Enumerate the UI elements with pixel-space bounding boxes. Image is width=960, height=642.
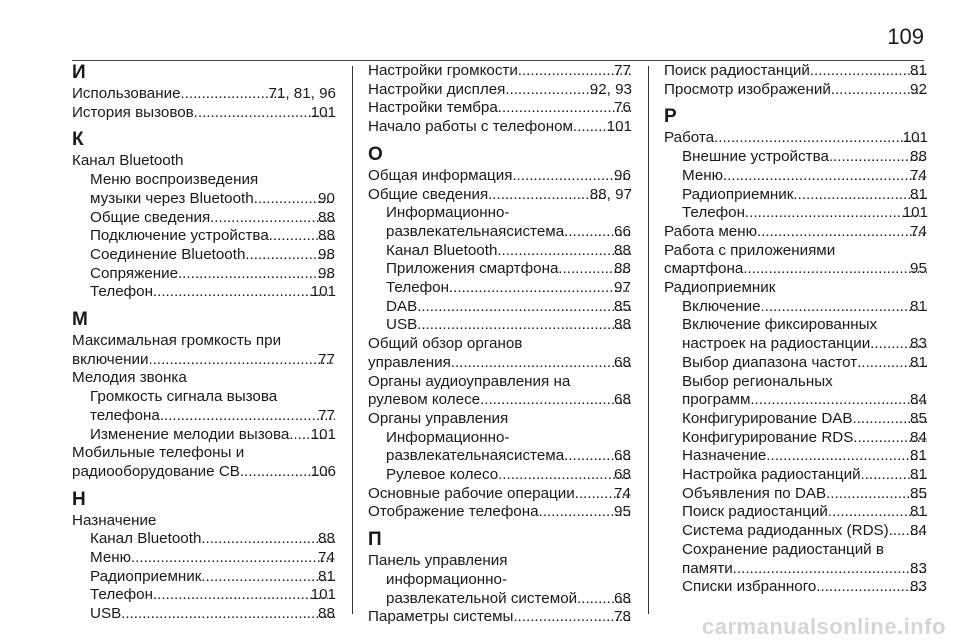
index-page-ref[interactable]: 88, 97	[589, 185, 632, 203]
index-entry-text: Информационно-	[386, 428, 510, 446]
index-entry: Радиоприемник ..... 81	[664, 186, 928, 205]
dot-leader	[767, 447, 927, 466]
index-page-ref[interactable]: 101	[902, 129, 928, 147]
index-entry: Выбор региональных программ ..... 84	[664, 373, 928, 410]
index-entry: Информационно- развлекательнаясистема ..... 68	[368, 429, 632, 466]
index-entry: USB ..... 88	[72, 605, 336, 624]
index-entry-text: Настройки тембра	[368, 99, 498, 117]
dot-leader	[452, 354, 631, 373]
dot-leader	[211, 209, 335, 228]
index-entry: Меню ..... 74	[664, 167, 928, 186]
index-entry	[664, 204, 928, 223]
index-entry	[72, 283, 336, 302]
index-entry-text: Телефон	[90, 283, 154, 301]
index-entry: Настройки громкости ..... 77	[368, 62, 632, 81]
index-entry-text: USB	[386, 316, 418, 334]
index-entry: Конфигурирование RDS ..... 84	[664, 429, 928, 448]
index-entry-text: Телефон	[90, 586, 154, 604]
index-entry: Общий обзор органов управления ..... 68	[368, 335, 632, 372]
dot-leader	[499, 466, 631, 485]
dot-leader	[746, 204, 920, 223]
index-entry	[72, 152, 336, 171]
dot-leader	[481, 391, 631, 410]
index-entry: Меню воспроизведения музыки через Bluetooth ..... 90	[72, 171, 336, 208]
index-entry-text: управления	[368, 353, 451, 371]
index-entry-text: Панель управления	[368, 552, 508, 570]
index-entry-text: Настройка радиостанций	[682, 466, 861, 484]
index-entry-text: Канал Bluetooth	[72, 152, 184, 170]
page-number: 109	[887, 24, 924, 49]
index-entry-text: Мобильные телефоны и	[72, 444, 245, 462]
index-entry: Рулевое колесо ..... 68	[368, 466, 632, 485]
dot-leader	[744, 260, 927, 279]
index-entry: Сохранение радиостанций в памяти ..... 83	[664, 541, 928, 578]
index-entry-text: развлекательной системой	[386, 589, 578, 607]
index-entry-text: Громкость сигнала вызова	[90, 388, 278, 406]
index-entry: Максимальная громкость при включении ..... 77	[72, 332, 336, 369]
index-entry-text: Мелодия звонка	[72, 369, 187, 387]
index-entry: Настройки тембра ..... 76	[368, 99, 632, 118]
index-entry-text: Списки избранного	[682, 578, 817, 596]
dot-leader	[498, 242, 631, 261]
dot-leader	[724, 167, 927, 186]
index-letter-heading: К	[72, 129, 84, 151]
index-entry-text: развлекательнаясистема	[386, 222, 565, 240]
index-entry	[72, 85, 336, 104]
index-entry-text: Радиоприемник	[90, 567, 202, 585]
index-entry-text: Меню воспроизведения	[90, 171, 259, 189]
dot-leader	[202, 530, 335, 549]
index-entry	[72, 512, 336, 531]
index-entry: Включение ..... 81	[664, 298, 928, 317]
index-entry: Радиоприемник ..... 81	[72, 568, 336, 587]
index-entry	[368, 118, 632, 137]
index-letter-heading: О	[368, 143, 383, 165]
index-entry-text: Радиоприемник	[664, 279, 776, 297]
index-page-ref[interactable]: 101	[310, 283, 336, 301]
index-entry	[368, 81, 632, 100]
index-entry-text: Основные рабочие операции	[368, 484, 575, 502]
index-entry: Соединение Bluetooth ..... 98	[72, 246, 336, 265]
dot-leader	[122, 605, 335, 624]
index-letter-heading: Р	[664, 106, 677, 128]
index-entry	[664, 279, 928, 298]
dot-leader	[418, 298, 631, 317]
index-entry-text: Рулевое колесо	[386, 466, 499, 484]
index-entry: Списки избранного ..... 83	[664, 578, 928, 597]
column-divider	[648, 66, 649, 614]
index-entry	[72, 104, 336, 123]
index-page-ref[interactable]: 106	[310, 462, 336, 480]
index-entry-text: Канал Bluetooth	[90, 530, 202, 548]
dot-leader	[751, 391, 927, 410]
index-entry-text: Поиск радиостанций	[664, 62, 810, 79]
dot-leader	[161, 407, 335, 426]
index-entry-text: Назначение	[682, 447, 767, 465]
index-column-1	[72, 62, 336, 624]
index-page-ref[interactable]: 92, 93	[589, 80, 632, 98]
index-entry	[72, 586, 336, 605]
index-entry-text: Сопряжение	[90, 264, 179, 282]
index-entry: Общие сведения ..... 88	[72, 209, 336, 228]
index-entry-text: Параметры системы	[368, 608, 514, 626]
index-entry: Конфигурирование DAB ..... 85	[664, 410, 928, 429]
index-page-ref[interactable]: 101	[902, 204, 928, 222]
index-entry-text: Общий обзор органов	[368, 335, 523, 353]
index-entry	[664, 129, 928, 148]
index-entry: Настройка радиостанций ..... 81	[664, 466, 928, 485]
index-entry-text: Соединение Bluetooth	[90, 245, 246, 263]
index-entry-text: информационно-	[386, 570, 508, 588]
dot-leader	[195, 104, 328, 123]
index-entry-text: Работа меню	[664, 222, 758, 240]
index-entry-text: Система радиоданных (RDS)	[682, 522, 889, 540]
index-entry-text: Включение	[682, 297, 761, 315]
index-entry-text: Выбор региональных	[682, 372, 833, 390]
index-entry: DAB ..... 85	[368, 298, 632, 317]
index-entry-text: Поиск радиостанций	[682, 503, 828, 521]
index-entry: Параметры системы ..... 78	[368, 608, 632, 627]
index-entry-text: Объявления по DAB	[682, 484, 827, 502]
dot-leader	[715, 129, 920, 148]
index-entry: Выбор диапазона частот ..... 81	[664, 354, 928, 373]
dot-leader	[762, 298, 927, 317]
index-entry	[368, 410, 632, 429]
index-entry: Поиск радиостанций ..... 81	[664, 503, 928, 522]
index-entry-text: радиооборудование СВ	[72, 462, 240, 480]
index-entry	[72, 426, 336, 445]
index-page-ref[interactable]: 101	[606, 118, 632, 136]
index-entry-text: Общие сведения	[368, 185, 489, 203]
index-column-3	[664, 62, 928, 597]
index-entry-text: программ	[682, 391, 751, 409]
index-entry-text: развлекательнаясистема	[386, 447, 565, 465]
index-entry: Меню ..... 74	[72, 549, 336, 568]
index-letter-heading: И	[72, 62, 86, 83]
index-entry-text: Общие сведения	[90, 208, 211, 226]
index-entry-text: Меню	[90, 549, 132, 567]
index-entry-text: Канал Bluetooth	[386, 241, 498, 259]
index-entry	[72, 444, 336, 481]
index-letter-heading: П	[368, 529, 382, 551]
index-entry: Подключение устройства ..... 88	[72, 227, 336, 246]
dot-leader	[154, 586, 328, 605]
index-entry: Громкость сигнала вызова телефона ..... 77	[72, 388, 336, 425]
index-entry-text: Подключение устройства	[90, 227, 269, 245]
index-entry-text: Выбор диапазона частот	[682, 353, 858, 371]
index-entry-text: Начало работы с телефоном	[368, 118, 574, 136]
dot-leader	[150, 351, 335, 370]
index-entry-text: Телефон	[386, 279, 450, 297]
index-entry-text: Конфигурирование DAB	[682, 409, 853, 427]
index-entry-text: Работа с приложениями	[664, 241, 836, 259]
index-entry: Информационно- развлекательнаясистема ..... 66	[368, 204, 632, 241]
index-page-ref[interactable]: 101	[310, 103, 336, 121]
dot-leader	[154, 283, 328, 302]
dot-leader	[450, 279, 631, 298]
index-entry-text: Органы аудиоуправления на	[368, 372, 571, 390]
dot-leader	[179, 265, 335, 284]
index-entry-text: Использование	[72, 85, 181, 102]
index-entry: Основные рабочие операции ..... 74	[368, 485, 632, 504]
index-entry-text: Работа	[664, 129, 715, 147]
index-entry-text: Настройки дисплея	[368, 80, 506, 98]
index-entry-text: Радиоприемник	[682, 185, 794, 203]
index-entry-text: Просмотр изображений	[664, 80, 831, 98]
index-entry-text: Назначение	[72, 511, 157, 529]
index-entry: Работа меню ..... 74	[664, 223, 928, 242]
index-entry-text: Внешние устройства	[682, 148, 829, 166]
dot-leader	[418, 316, 631, 335]
index-entry-text: Включение фиксированных	[682, 316, 878, 334]
index-entry	[368, 552, 632, 571]
index-entry: Просмотр изображений ..... 92	[664, 81, 928, 100]
index-entry-text: рулевом колесе	[368, 391, 481, 409]
index-entry: Включение фиксированных настроек на радиостанции ..... 83	[664, 316, 928, 353]
index-entry: Система радиоданных (RDS) ..... 84	[664, 522, 928, 541]
index-entry-text: Приложения смартфона	[386, 260, 559, 278]
index-entry-text: Органы управления	[368, 409, 509, 427]
index-entry: Приложения смартфона ..... 88	[368, 260, 632, 279]
index-page-ref[interactable]: 101	[310, 425, 336, 443]
dot-leader	[794, 186, 927, 205]
dot-leader	[132, 549, 335, 568]
index-page-ref[interactable]: 71, 81, 96	[268, 85, 336, 102]
index-entry: Внешние устройства ..... 88	[664, 148, 928, 167]
index-entry-text: USB	[90, 605, 122, 623]
index-column-2	[368, 62, 632, 627]
index-entry: USB ..... 88	[368, 316, 632, 335]
index-entry: Назначение ..... 81	[664, 447, 928, 466]
index-page-ref[interactable]: 101	[310, 586, 336, 604]
index-entry: информационно- развлекательной системой ..... 68	[368, 571, 632, 608]
index-entry-text: Конфигурирование RDS	[682, 428, 854, 446]
index-entry	[368, 186, 632, 205]
index-entry-text: памяти	[682, 559, 733, 577]
index-entry-text: Меню	[682, 166, 724, 184]
index-entry-text: DAB	[386, 297, 418, 315]
watermark: carmanualsonline.info	[702, 614, 946, 639]
index-entry	[72, 369, 336, 388]
index-entry: Канал Bluetooth ..... 88	[368, 242, 632, 261]
index-entry-text: История вызовов	[72, 103, 194, 121]
dot-leader	[734, 560, 927, 579]
index-entry-text: настроек на радиостанции	[682, 335, 871, 353]
index-entry-text: включении	[72, 350, 149, 368]
index-entry-text: Телефон	[682, 204, 746, 222]
index-entry: Органы аудиоуправления на рулевом колесе ..... 68	[368, 373, 632, 410]
index-entry-text: Общая информация	[368, 166, 513, 184]
index-entry: Общая информация ..... 96	[368, 167, 632, 186]
header-rule	[72, 60, 924, 61]
index-entry: Отображение телефона ..... 95	[368, 503, 632, 522]
index-entry: Поиск радиостанций ..... 81	[664, 62, 928, 81]
index-entry-text: Настройки громкости	[368, 62, 518, 79]
index-entry: Канал Bluetooth ..... 88	[72, 530, 336, 549]
index-letter-heading: Н	[72, 488, 86, 510]
index-entry-text: телефона	[90, 406, 160, 424]
column-divider	[352, 66, 353, 614]
index-entry-text: Информационно-	[386, 204, 510, 222]
index-entry: Телефон ..... 97	[368, 279, 632, 298]
dot-leader	[758, 223, 927, 242]
index-entry-text: Изменение мелодии вызова.	[90, 425, 294, 443]
dot-leader	[202, 568, 335, 587]
index-letter-heading: М	[72, 309, 88, 331]
index-entry-text: смартфона	[664, 260, 744, 278]
dot-leader	[499, 99, 631, 118]
index-entry-text: Максимальная громкость при	[72, 332, 282, 350]
index-entry: Объявления по DAB ..... 85	[664, 485, 928, 504]
index-entry-text: Сохранение радиостанций в	[682, 540, 884, 558]
index-entry-text: Отображение телефона	[368, 503, 539, 521]
index-entry-text: музыки через Bluetooth	[90, 189, 254, 207]
index-entry: Работа с приложениями смартфона ..... 95	[664, 242, 928, 279]
index-entry: Сопряжение ..... 98	[72, 265, 336, 284]
